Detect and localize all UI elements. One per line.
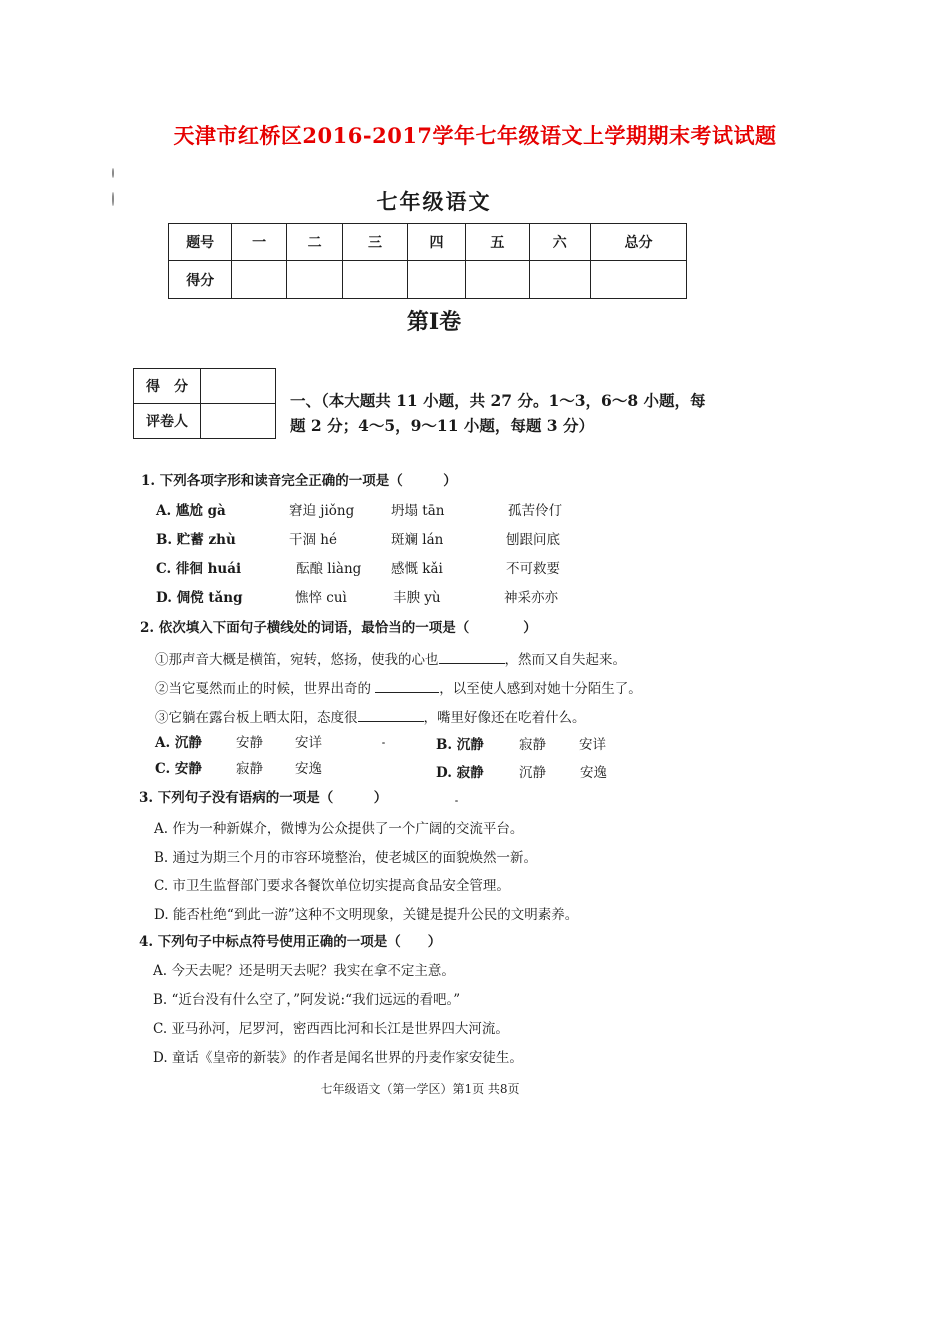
q2-c-1: C. 安静 (155, 761, 202, 777)
q2-d-1: D. 寂静 (436, 765, 484, 781)
q2-d-2: 沉静 (519, 765, 546, 781)
score-cell (407, 261, 465, 299)
score-cell (232, 261, 287, 299)
q4-option-c: C. 亚马孙河，尼罗河，密西西比河和长江是世界四大河流。 (153, 1021, 509, 1037)
score-table (168, 223, 687, 299)
scan-speck (382, 742, 385, 744)
score-cell (466, 261, 529, 299)
q2-s3-blank (358, 707, 424, 722)
q1-b-4: 刨跟问底 (506, 532, 560, 548)
q2-a-2: 安静 (236, 735, 263, 751)
q3-option-c: C. 市卫生监督部门要求各餐饮单位切实提高食品安全管理。 (154, 878, 510, 894)
grader-cell (201, 404, 276, 439)
question-4-stem: 4. 下列句子中标点符号使用正确的一项是（ ） (139, 934, 442, 950)
q2-a-1: A. 沉静 (155, 735, 202, 751)
q2-s2-pre: ②当它戛然而止的时候，世界出奇的 (155, 681, 376, 697)
q1-d-2: 憔悴 cuì (295, 590, 347, 606)
scan-speck (455, 800, 458, 802)
q1-b-2: 干涸 hé (289, 532, 337, 548)
q4-option-b: B. “近台没有什么空了，”阿发说:“我们远远的看吧。” (153, 992, 461, 1008)
score-table-row-label: 得分 (169, 261, 232, 299)
q1-a-1: A. 尴尬 gà (156, 503, 226, 519)
section-heading (290, 388, 740, 438)
score-table-col: 一 (232, 224, 287, 261)
q3-option-b: B. 通过为期三个月的市容环境整治，使老城区的面貌焕然一新。 (154, 850, 538, 866)
q4-option-d: D. 童话《皇帝的新装》的作者是闻名世界的丹麦作家安徒生。 (153, 1050, 523, 1066)
q2-s1-blank (439, 649, 505, 664)
q2-s3-pre: ③它躺在露台板上晒太阳，态度很 (155, 710, 358, 726)
q2-d-3: 安逸 (580, 765, 607, 781)
q2-c-2: 寂静 (236, 761, 263, 777)
q3-option-a: A. 作为一种新媒介，微博为公众提供了一个广阔的交流平台。 (154, 821, 524, 837)
q1-a-3: 坍塌 tān (391, 503, 445, 519)
score-table-col: 总分 (590, 224, 686, 261)
q2-s1-pre: ①那声音大概是横笛，宛转，悠扬，使我的心也 (155, 652, 439, 668)
q2-b-2: 寂静 (519, 737, 546, 753)
q2-sentence-3 (155, 707, 586, 727)
q1-d-3: 丰腴 yù (393, 590, 441, 606)
score-table-col: 四 (407, 224, 465, 261)
q2-sentence-1 (155, 649, 626, 669)
scan-speck (112, 192, 114, 206)
score-cell (529, 261, 590, 299)
q4-option-a: A. 今天去呢？还是明天去呢？我实在拿不定主意。 (153, 963, 455, 979)
score-cell (590, 261, 686, 299)
score-cell (286, 261, 342, 299)
score-table-col: 六 (529, 224, 590, 261)
score-cell (343, 261, 407, 299)
section-heading-line: 一、（本大题共 11 小题，共 27 分。1～3，6～8 小题，每 (290, 391, 706, 410)
page-footer: 七年级语文（第一学区）第1页 共8页 (320, 1082, 520, 1096)
q2-s2-post: ，以至使人感到对她十分陌生了。 (439, 681, 642, 697)
score-table-col: 五 (466, 224, 529, 261)
subject-title: 七年级语文 (376, 189, 492, 214)
q1-a-2: 窘迫 jiǒng (289, 503, 355, 519)
question-2-stem: 2. 依次填入下面句子横线处的词语，最恰当的一项是（ ） (140, 620, 537, 636)
document-title: 天津市红桥区2016-2017学年七年级语文上学期期末考试试题 (173, 123, 777, 148)
q2-s2-blank (375, 678, 439, 693)
q2-s1-post: ，然而又自失起来。 (504, 652, 626, 668)
q1-c-2: 酝酿 liàng (296, 561, 362, 577)
grader-score-label: 得 分 (134, 369, 201, 404)
score-table-col: 二 (286, 224, 342, 261)
q2-b-3: 安详 (579, 737, 606, 753)
q1-d-4: 神采亦亦 (504, 590, 558, 606)
q2-a-3: 安详 (295, 735, 322, 751)
q2-c-3: 安逸 (295, 761, 322, 777)
q2-b-1: B. 沉静 (436, 737, 484, 753)
grader-label: 评卷人 (134, 404, 201, 439)
q1-c-3: 感慨 kǎi (391, 561, 443, 577)
q1-c-4: 不可救要 (506, 561, 560, 577)
q1-a-4: 孤苦伶仃 (508, 503, 562, 519)
question-1-stem: 1. 下列各项字形和读音完全正确的一项是（ ） (141, 473, 457, 489)
score-table-header-label: 题号 (169, 224, 232, 261)
score-table-col: 三 (343, 224, 407, 261)
scan-speck (112, 168, 114, 178)
q3-option-d: D. 能否杜绝“到此一游”这种不文明现象，关键是提升公民的文明素养。 (154, 907, 579, 923)
q1-c-1: C. 徘徊 huái (156, 561, 242, 577)
q1-d-1: D. 倜傥 tǎng (156, 590, 243, 606)
section-heading-line: 题 2 分；4～5，9～11 小题，每题 3 分） (290, 416, 594, 435)
q2-sentence-2 (155, 678, 642, 698)
grader-score-cell (201, 369, 276, 404)
volume-title: 第Ⅰ卷 (406, 309, 462, 335)
q1-b-1: B. 贮蓄 zhù (156, 532, 236, 548)
q2-s3-post: ，嘴里好像还在吃着什么。 (423, 710, 586, 726)
question-3-stem: 3. 下列句子没有语病的一项是（ ） (139, 790, 388, 806)
grader-box (133, 368, 276, 439)
q1-b-3: 斑斓 lán (391, 532, 444, 548)
